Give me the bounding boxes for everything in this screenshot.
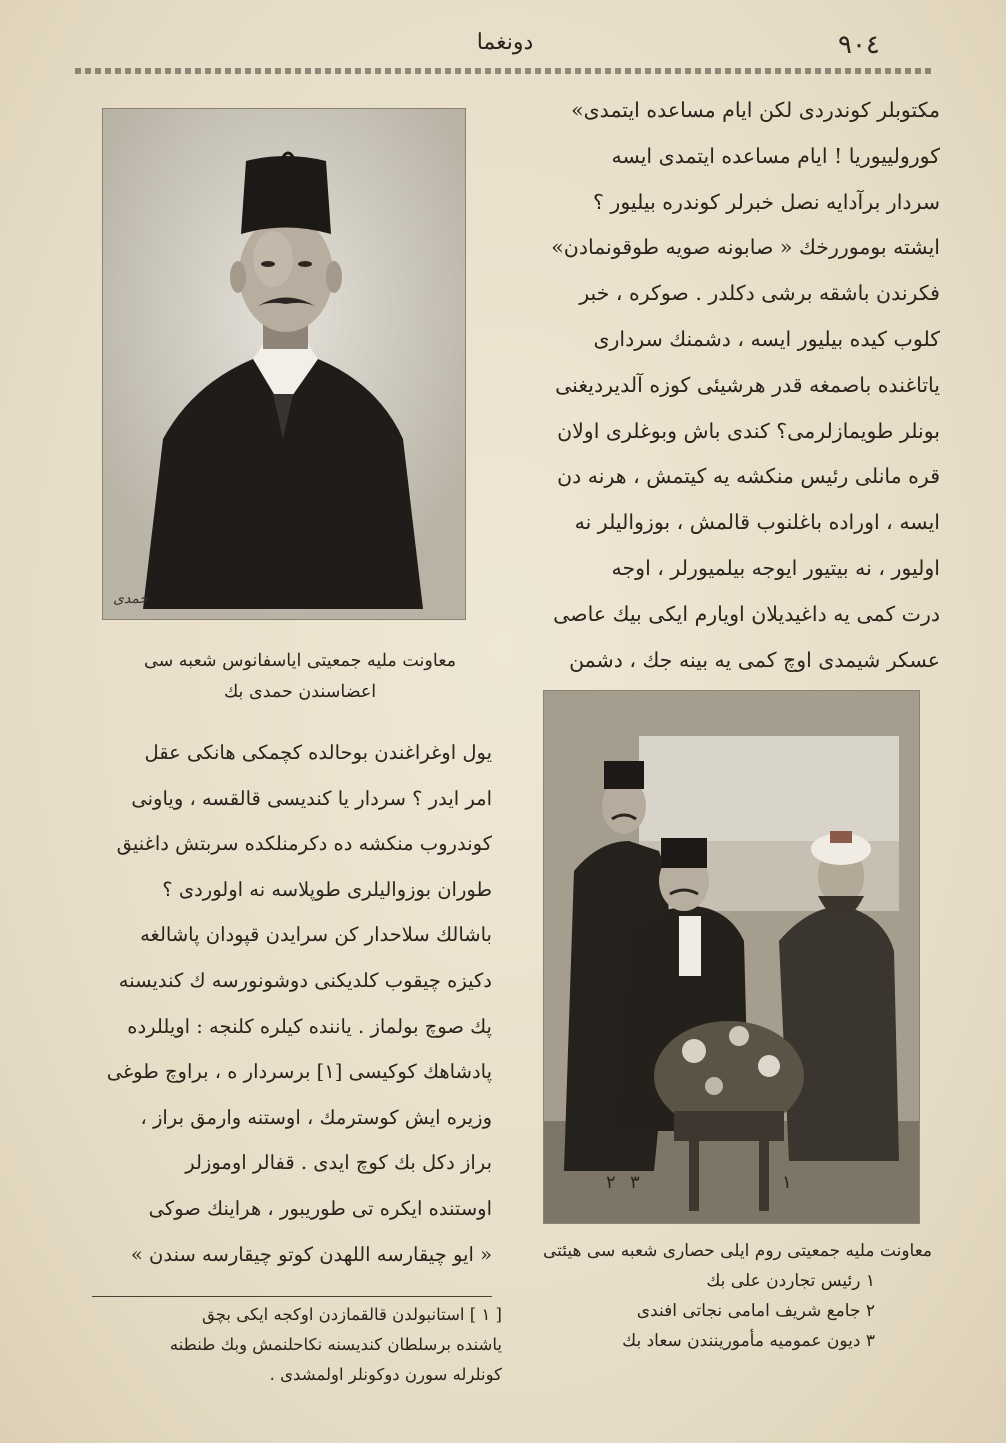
footnote [92, 1300, 502, 1390]
text-line: پادشاهك کوکیسی [١] برسردار ه ، براوچ طوغی [106, 1060, 492, 1084]
text-line: امر ایدر ؟ سردار یا کندیسی قالقسه ، ویاونی [131, 786, 492, 810]
group-photo [543, 690, 920, 1224]
caption-line: معاونت ملیه جمعیتی ایاسفانوس شعبه سی [143, 651, 457, 671]
photo-label-2: ٢ [606, 1172, 616, 1193]
text-line: کلوب کیده بیلیور ایسه ، دشمنك سرداری [593, 326, 940, 351]
group-caption-title: معاونت ملیه جمعیتی روم ایلی حصاری شعبه سی هیئتی [542, 1241, 933, 1261]
footnote-line: کونلرله سورن دوکونلر اولمشدی . [269, 1365, 502, 1384]
text-line: وزیره ایش کوسترمك ، اوستنه وارمق براز ، [140, 1105, 492, 1129]
text-line: قره مانلی رئیس منکشه یه کیتمش ، هرنه دن [557, 464, 940, 489]
text-line: ایشته بوموررخك « صابونه صویه طوقونمادن» [551, 235, 940, 260]
text-line: سردار برآدایه نصل خبرلر کوندره بیلیور ؟ [593, 189, 940, 214]
group-caption-item: ٣ دیون عمومیه مأمورینندن سعاد بك [622, 1331, 875, 1351]
group-illustration [544, 691, 919, 1223]
running-title: دونغما [476, 30, 534, 55]
text-line: باشالك سلاحدار کن سرایدن قپودان پاشالغه [140, 923, 492, 947]
text-line: مکتوبلر کوندردی لکن ایام مساعده ایتمدی» [571, 98, 940, 122]
text-line: بونلر طویمازلرمی؟ کندی باش وبوغلری اولان [557, 418, 940, 443]
text-line: دکیزه چیقوب کلدیکنی دوشونورسه ك کندیسنه [118, 968, 492, 992]
text-line: « ایو چیقارسه اللهدن کوتو چیقارسه سندن » [130, 1242, 492, 1266]
text-line: فکرندن باشقه برشی دکلدر . صوکره ، خبر [579, 281, 940, 306]
page-number: ٩٠٤ [838, 30, 880, 60]
footnote-line: [ ١ ] استانبولدن قالقمازدن اوکجه ایکی بچق [201, 1305, 502, 1324]
text-line: اوستنده ایکره تی طوریبور ، هراینك صوکی [148, 1196, 492, 1220]
text-line: درت کمی یه داغیدیلان اویارم ایکی بیك عاصی [553, 601, 940, 626]
text-line: کورولییوریا ! ایام مساعده ایتمدی ایسه [611, 143, 940, 168]
portrait-photo [102, 108, 466, 620]
group-caption-item: ١ رئیس تجاردن علی بك [706, 1271, 875, 1291]
photographer-signature: حمدی [113, 591, 149, 607]
caption-line: اعضاسندن حمدی بك [223, 682, 377, 702]
text-line: ایسه ، اوراده باغلنوب قالمش ، بوزوالیلر نه [574, 510, 940, 535]
footnote-rule [92, 1296, 492, 1297]
text-line: اولیور ، نه بیتیور ایوجه بیلمیورلر ، اوجه [611, 555, 940, 580]
text-line: عسکر شیمدی اوچ کمی یه بینه جك ، دشمن [569, 647, 940, 672]
header-rule [75, 68, 935, 74]
group-caption-item: ٢ جامع شریف امامی نجاتی افندی [636, 1301, 875, 1321]
photo-label-1: ١ [782, 1172, 792, 1193]
text-line: براز دکل بك کوچ ایدی . قفالر اوموزلر [185, 1151, 492, 1175]
text-line: پك صوچ بولماز . یاننده کیلره کلنجه : اویللرده [127, 1014, 492, 1038]
photo-label-3: ٣ [630, 1172, 640, 1193]
group-caption [540, 1236, 935, 1356]
portrait-illustration [103, 109, 465, 619]
left-text-column [92, 730, 492, 1277]
text-line: طوران بوزوالیلری طوپلاسه نه اولوردی ؟ [162, 877, 492, 901]
right-text-column [525, 88, 940, 683]
footnote-line: یاشنده برسلطان کندیسنه نکاحلنمش وبك طنطنه [169, 1335, 502, 1354]
text-line: یول اوغراغندن بوحالده کچمکی هانکی عقل [144, 741, 492, 764]
text-line: یاتاغنده باصمغه قدر هرشیئی کوزه آلدیردیغنی [555, 372, 940, 397]
text-line: کوندروب منکشه ده دکرمنلکده سربتش داغنیق [116, 832, 492, 856]
portrait-caption [110, 646, 490, 708]
